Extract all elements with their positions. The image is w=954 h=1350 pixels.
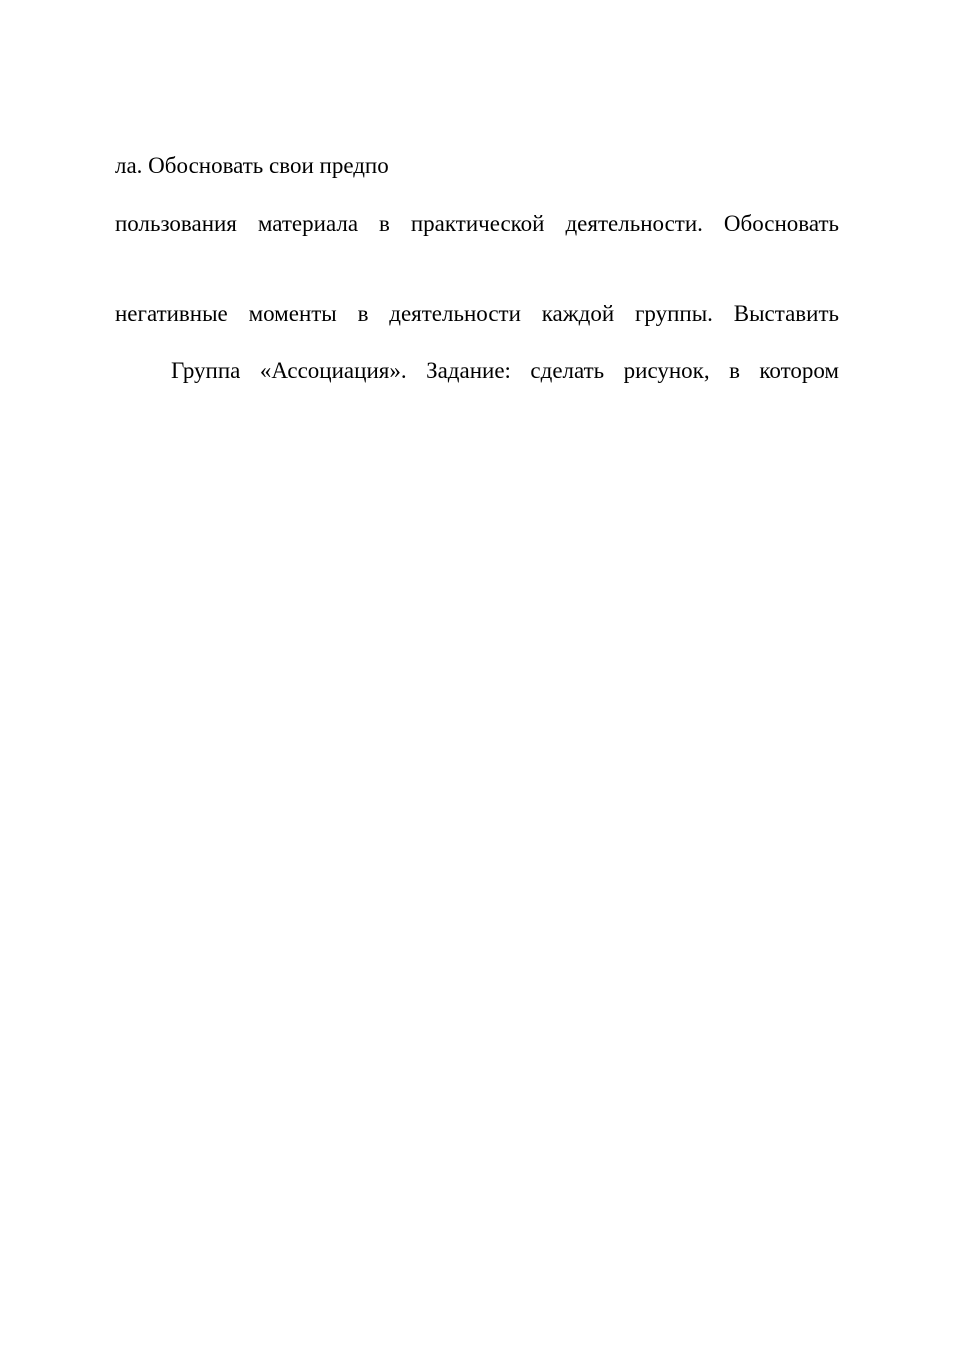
text-line-4: Группа «Ассоциация». Задание: сделать рисунок, в котором	[171, 358, 839, 383]
text-line-1: ла. Обосновать свои предпо	[115, 153, 389, 178]
text-line-3: негативные моменты в деятельности каждой группы. Выставить	[115, 301, 839, 326]
text-line-2: пользования материала в практической деятельности. Обосновать	[115, 211, 839, 236]
